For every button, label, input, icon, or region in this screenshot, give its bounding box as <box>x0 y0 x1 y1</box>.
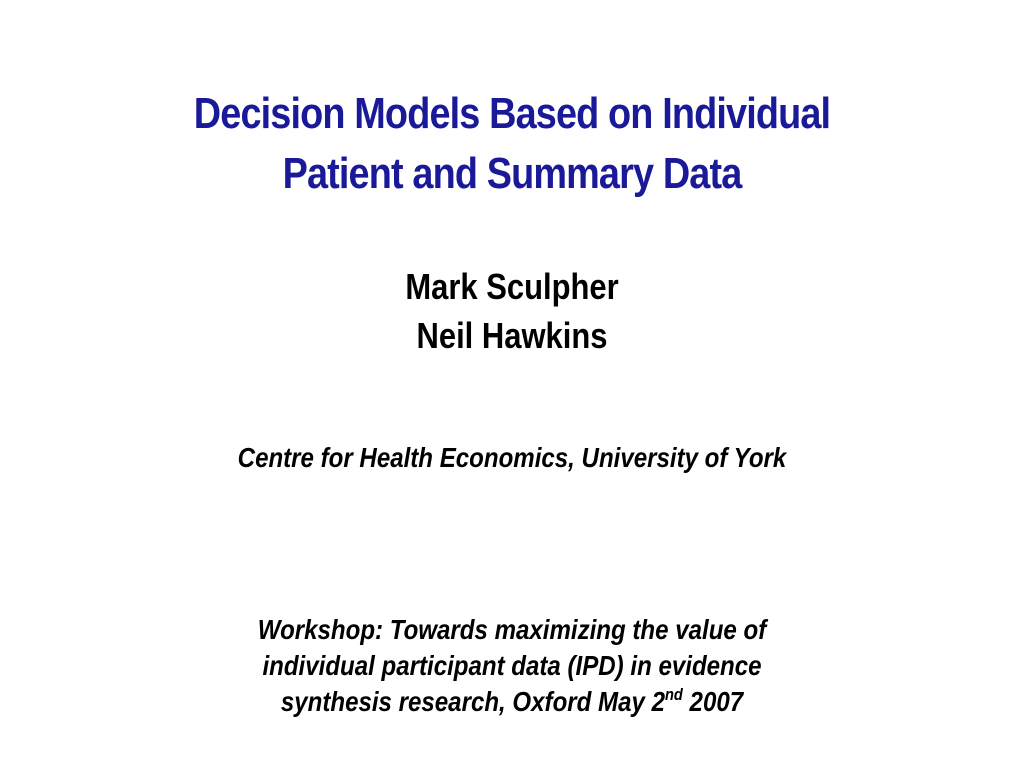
workshop-line-3 <box>72 684 953 720</box>
author-name: Neil Hawkins <box>416 315 608 356</box>
affiliation: Centre for Health Economics, University of York <box>237 442 787 473</box>
workshop-line-3-suffix: 2007 <box>682 686 744 717</box>
author-name: Mark Sculpher <box>405 266 619 307</box>
workshop-line-2: individual participant data (IPD) in evidence <box>262 650 762 681</box>
workshop-info <box>72 612 953 720</box>
title-line-2: Patient and Summary Data <box>282 149 742 198</box>
ordinal-suffix: nd <box>664 685 683 704</box>
workshop-line-1: Workshop: Towards maximizing the value of <box>257 614 767 645</box>
workshop-line-3-prefix: synthesis research, Oxford May 2 <box>280 686 665 717</box>
title-line-1: Decision Models Based on Individual <box>193 89 831 138</box>
author-list <box>72 262 953 360</box>
slide-title <box>72 84 953 204</box>
